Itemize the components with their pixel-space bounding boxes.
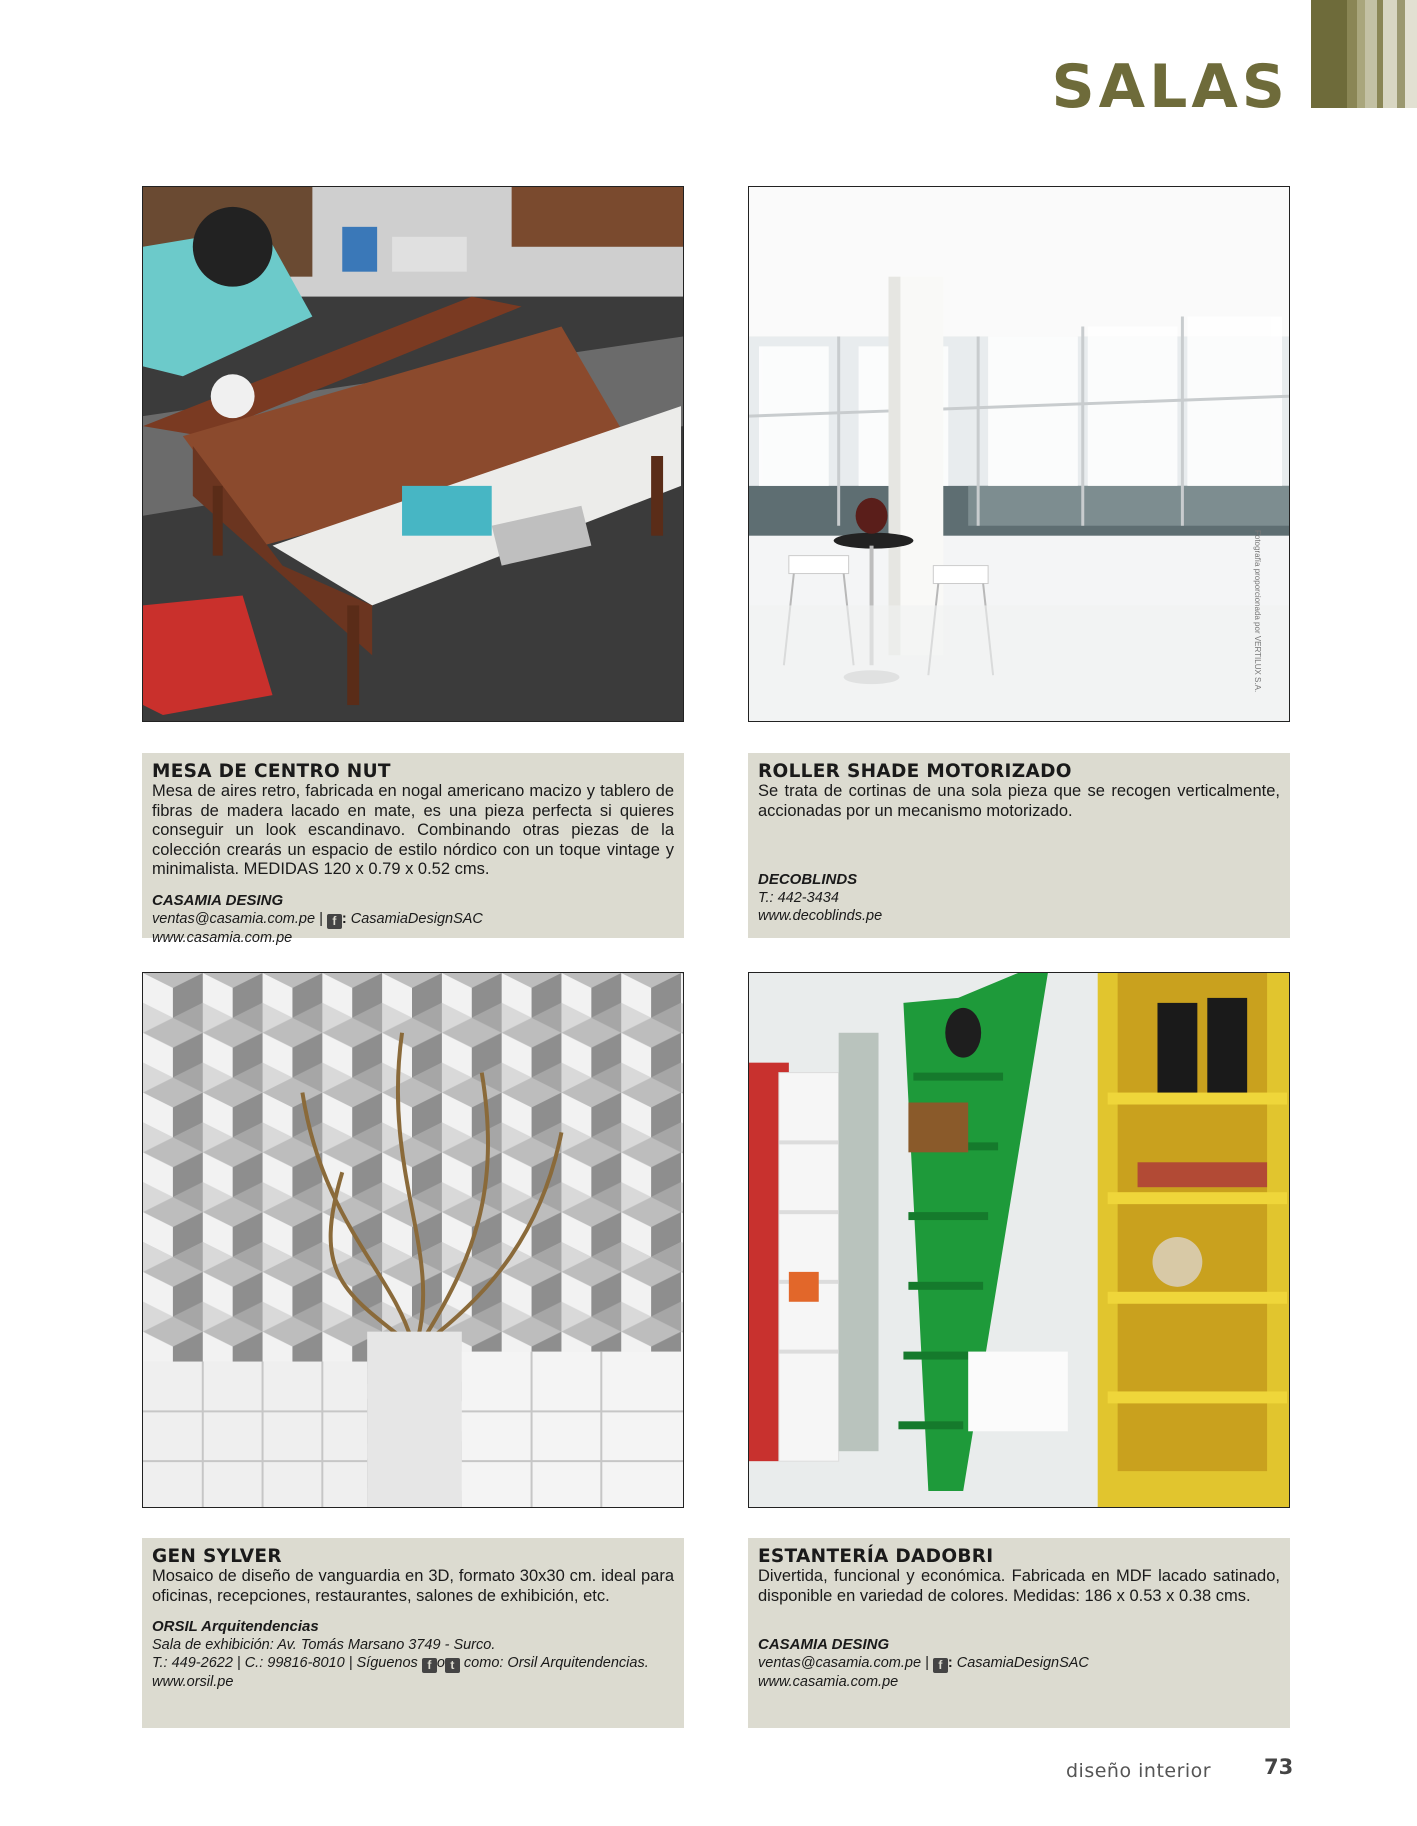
brand-name: CASAMIA DESING — [152, 891, 284, 909]
section-title: SALAS — [1051, 52, 1289, 122]
contact-phone: T.: 442-3434 — [758, 890, 839, 906]
product-title: MESA DE CENTRO NUT — [152, 761, 391, 782]
follow-or: o — [436, 1655, 445, 1671]
photo-estanteria — [748, 972, 1290, 1508]
product-title: ROLLER SHADE MOTORIZADO — [758, 761, 1072, 782]
caption-roller-shade — [748, 753, 1290, 938]
header-stripe — [1347, 0, 1357, 108]
brand-name: CASAMIA DESING — [758, 1636, 890, 1653]
header-stripe — [1383, 0, 1397, 108]
website-link[interactable]: www.casamia.com.pe — [152, 929, 293, 946]
contact-email[interactable]: ventas@casamia.com.pe | — [758, 1655, 929, 1671]
facebook-icon[interactable]: f — [327, 914, 342, 929]
product-description: Divertida, funcional y económica. Fabricada en MDF lacado satinado, disponible en variedad de colores. Medidas: 186 x 0.53 x 0.38 cms. — [758, 1567, 1280, 1605]
facebook-icon[interactable]: f — [422, 1658, 437, 1673]
website-link[interactable]: www.casamia.com.pe — [758, 1674, 899, 1690]
photo-roller-shade — [748, 186, 1290, 722]
photo-gen-sylver — [142, 972, 684, 1508]
website-link[interactable]: www.orsil.pe — [152, 1674, 234, 1690]
brand-name: ORSIL Arquitendencias — [152, 1618, 319, 1635]
website-link[interactable]: www.decoblinds.pe — [758, 908, 883, 924]
caption-estanteria — [748, 1538, 1290, 1728]
contact-line — [152, 1654, 674, 1673]
twitter-icon[interactable]: t — [445, 1658, 460, 1673]
contact-email[interactable]: ventas@casamia.com.pe | — [152, 910, 323, 927]
photo-coffee-table — [142, 186, 684, 722]
photo-credit: Fotografía proporcionada por VERTILUX S.A. — [1253, 530, 1262, 693]
contact-phones: T.: 449-2622 | C.: 99816-8010 | Síguenos — [152, 1655, 418, 1671]
follow-handle: como: Orsil Arquitendencias. — [463, 1655, 649, 1671]
product-title: ESTANTERÍA DADOBRI — [758, 1546, 994, 1567]
magazine-name: diseño interior — [1066, 1760, 1212, 1782]
caption-mesa-de-centro — [142, 753, 684, 946]
contact-line: ventas@casamia.com.pe | f : CasamiaDesignSAC — [152, 910, 483, 928]
page-number: 73 — [1264, 1755, 1294, 1779]
product-title: GEN SYLVER — [152, 1546, 282, 1567]
product-description: Mesa de aires retro, fabricada en nogal americano macizo y tablero de fibras de madera lacado en mate, es una pieza perfecta si quieres conseguir un look escandinavo. Combinando otras piezas de la colección crearás un espacio de estilo nórdico con un toque vintage y minimalista. MEDIDAS 120 x 0.79 x 0.52 cms. — [152, 782, 674, 878]
caption-gen-sylver — [142, 1538, 684, 1728]
showroom-address: Sala de exhibición: Av. Tomás Marsano 3749 - Surco. — [152, 1637, 496, 1653]
facebook-icon[interactable]: f — [933, 1658, 948, 1673]
contact-line: ventas@casamia.com.pe | f : CasamiaDesignSAC — [758, 1655, 1089, 1672]
product-description: Mosaico de diseño de vanguardia en 3D, formato 30x30 cm. ideal para oficinas, recepciones, restaurantes, salones de exhibición, etc. — [152, 1567, 674, 1605]
facebook-handle[interactable]: CasamiaDesignSAC — [956, 1655, 1089, 1671]
header-stripe — [1311, 0, 1347, 108]
header-stripe — [1365, 0, 1377, 108]
product-description: Se trata de cortinas de una sola pieza que se recogen verticalmente, accionadas por un mecanismo motorizado. — [758, 782, 1280, 820]
brand-name: DECOBLINDS — [758, 871, 858, 888]
header-stripes — [1311, 0, 1417, 108]
facebook-handle[interactable]: CasamiaDesignSAC — [350, 910, 483, 927]
header-stripe — [1357, 0, 1365, 108]
header-stripe — [1397, 0, 1405, 108]
header-stripe — [1405, 0, 1417, 108]
